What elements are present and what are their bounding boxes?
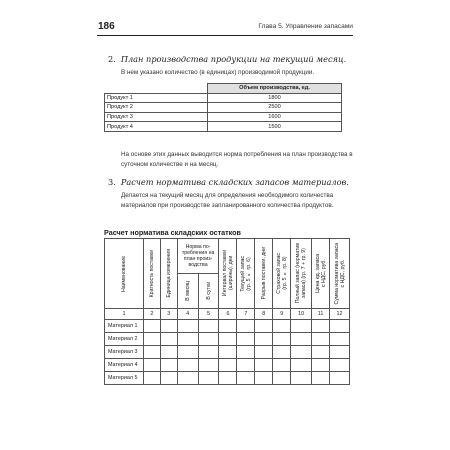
column-number: 5 bbox=[198, 309, 219, 320]
material-name: Материал 1 bbox=[105, 320, 144, 333]
section2-title: План производства продукции на текущий месяц. bbox=[120, 54, 347, 64]
section2-number: 2. bbox=[108, 54, 116, 64]
section3-heading bbox=[108, 177, 349, 187]
material-name: Материал 5 bbox=[105, 372, 144, 385]
section3-text: Делается на текущий месяц для определения необходимого количества материалов при производстве запланированного количества продуктов. bbox=[121, 192, 334, 209]
column-number: 1 bbox=[105, 309, 144, 320]
col-header-full-stock: Полный запас (норматив запаса) (гр. 7 + гр. 9) bbox=[291, 239, 312, 309]
column-number: 2 bbox=[143, 309, 160, 320]
table-row bbox=[105, 333, 350, 346]
col-header-current-stock: Текущий запас (гр. 5 × гр. 6) bbox=[237, 239, 255, 309]
col-header-frequency: Кратность поставки bbox=[143, 239, 160, 309]
product-name: Продукт 3 bbox=[105, 112, 208, 122]
column-number: 11 bbox=[312, 309, 330, 320]
header-rule bbox=[97, 35, 353, 36]
section3-title: Расчет норматива складских запасов материалов. bbox=[120, 177, 349, 187]
table-row bbox=[105, 112, 342, 122]
production-table-corner bbox=[105, 84, 208, 94]
column-number: 8 bbox=[255, 309, 273, 320]
material-name: Материал 4 bbox=[105, 359, 144, 372]
col-header-sum: Сумма норматива запаса с НДС, руб. bbox=[330, 239, 350, 309]
table-row bbox=[105, 320, 350, 333]
product-name: Продукт 2 bbox=[105, 103, 208, 113]
product-value: 1800 bbox=[208, 93, 342, 103]
chapter-title: Глава 5. Управление запасами bbox=[258, 23, 353, 30]
section2-heading bbox=[108, 54, 346, 64]
product-value: 1600 bbox=[208, 112, 342, 122]
table-row bbox=[105, 122, 342, 132]
page-number: 186 bbox=[98, 21, 115, 32]
table-row bbox=[105, 372, 350, 385]
col-header-insurance-stock: Страховой запас (гр. 5 × гр. 8) bbox=[273, 239, 291, 309]
section2-intro: В нем указано количество (в единицах) производимой продукции. bbox=[121, 69, 315, 76]
product-value: 1500 bbox=[208, 122, 342, 132]
table-row bbox=[105, 346, 350, 359]
section2-after: На основе этих данных выводится норма потребления на план производства в суточном количестве и на месяц. bbox=[121, 151, 353, 168]
col-header-unit: Единица измерения bbox=[160, 239, 177, 309]
column-number: 3 bbox=[160, 309, 177, 320]
product-name: Продукт 1 bbox=[105, 93, 208, 103]
col-header-month: В месяц bbox=[177, 274, 198, 309]
section3-number: 3. bbox=[108, 177, 116, 187]
production-table-header: Объем производства, ед. bbox=[208, 84, 342, 94]
column-number: 6 bbox=[219, 309, 237, 320]
column-number: 12 bbox=[330, 309, 350, 320]
material-name: Материал 2 bbox=[105, 333, 144, 346]
column-number: 9 bbox=[273, 309, 291, 320]
table-row bbox=[105, 93, 342, 103]
column-number: 7 bbox=[237, 309, 255, 320]
table-row bbox=[105, 103, 342, 113]
calc-table-title: Расчет норматива складских остатков bbox=[104, 228, 241, 237]
col-header-name: Наименование bbox=[105, 239, 144, 309]
table-row bbox=[105, 359, 350, 372]
col-header-price: Цена ед. запаса с НДС, руб. bbox=[312, 239, 330, 309]
col-header-day: В сутки bbox=[198, 274, 219, 309]
column-number: 4 bbox=[177, 309, 198, 320]
col-header-gap: Разрыв поставки, дни bbox=[255, 239, 273, 309]
production-table bbox=[104, 83, 342, 132]
product-name: Продукт 4 bbox=[105, 122, 208, 132]
column-number: 10 bbox=[291, 309, 312, 320]
product-value: 2500 bbox=[208, 103, 342, 113]
column-number-row bbox=[105, 309, 350, 320]
col-header-norm-group: Норма по- требления на план произ- водства bbox=[177, 239, 219, 274]
material-name: Материал 3 bbox=[105, 346, 144, 359]
col-header-interval: Интервал поставки (ширины), дни bbox=[219, 239, 237, 309]
calc-table bbox=[104, 238, 350, 385]
